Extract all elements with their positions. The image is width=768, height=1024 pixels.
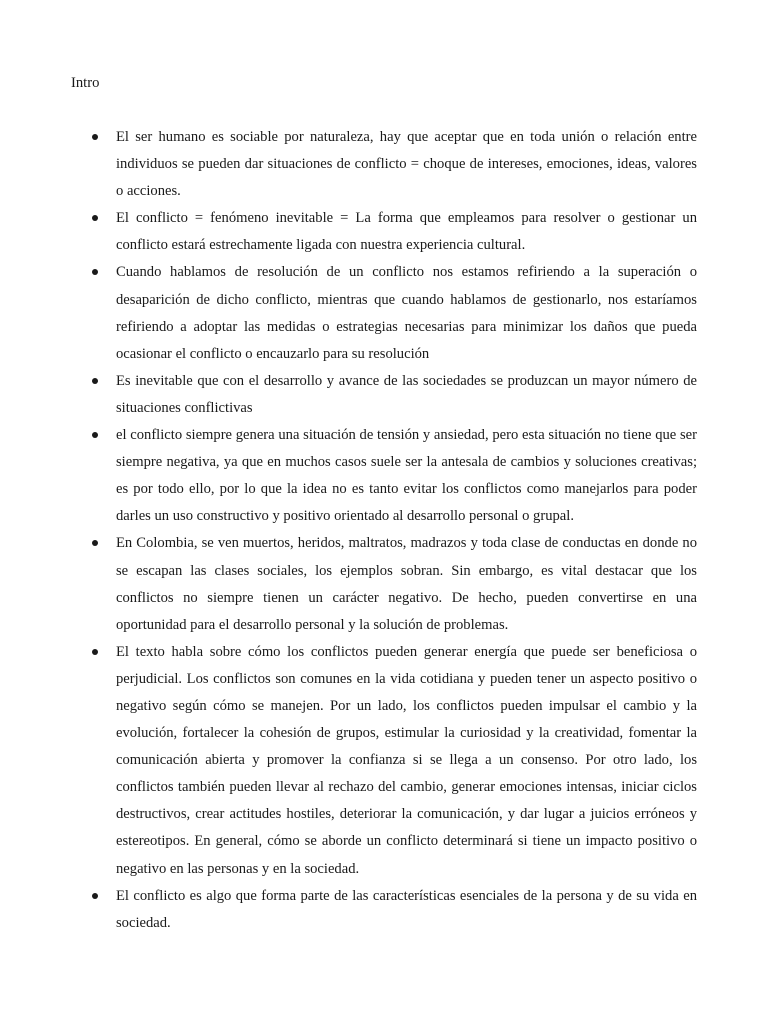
list-item-8 xyxy=(0,883,768,937)
list-item-3 xyxy=(0,259,768,367)
list-item-text: El texto habla sobre cómo los conflictos pueden generar energía que puede ser beneficiosa o perjudicial. Los conflictos son comunes en la vida cotidiana y pueden tener un aspecto positivo o negativo según cómo se manejen. Por un lado, los conflictos pueden impulsar el cambio y la evolución, fortalecer la cohesión de grupos, estimular la curiosidad y la creatividad, fomentar la comunicación abierta y promover la confianza si se llega a un consenso. Por otro lado, los conflictos también pueden llevar al rechazo del cambio, generar emociones intensas, iniciar ciclos destructivos, crear actitudes hostiles, deteriorar la comunicación, y dar lugar a juicios erróneos y estereotipos. En general, cómo se aborde un conflicto determinará si tiene un impacto positivo o negativo en las personas y en la sociedad. xyxy=(116,643,697,877)
bullet-list xyxy=(0,124,768,937)
bullet-dot-icon xyxy=(92,540,98,546)
list-item-text: el conflicto siempre genera una situación de tensión y ansiedad, pero esta situación no tiene que ser siempre negativa, ya que en muchos casos suele ser la antesala de cambios y soluciones creativas; es por todo ello, por lo que la idea no es tanto evitar los conflictos como manejarlos para poder darles un uso constructivo y positivo orientado al desarrollo personal o grupal. xyxy=(116,427,697,525)
bullet-dot-icon xyxy=(92,893,98,899)
list-item-text: Cuando hablamos de resolución de un conflicto nos estamos refiriendo a la superación o desaparición de dicho conflicto, mientras que cuando hablamos de gestionarlo, nos estaríamos refiriendo a adoptar las medidas o estrategias necesarias para minimizar los daños que pueda ocasionar el conflicto o encauzarlo para su resolución xyxy=(116,264,697,362)
list-item-text: El conflicto = fenómeno inevitable = La forma que empleamos para resolver o gestionar un conflicto estará estrechamente ligada con nuestra experiencia cultural. xyxy=(116,210,697,254)
list-item-1 xyxy=(0,124,768,205)
bullet-dot-icon xyxy=(92,215,98,221)
list-item-text: El ser humano es sociable por naturaleza, hay que aceptar que en toda unión o relación entre individuos se pueden dar situaciones de conflicto = choque de intereses, emociones, ideas, valores o acciones. xyxy=(116,129,697,200)
list-item-6 xyxy=(0,530,768,638)
bullet-dot-icon xyxy=(92,134,98,140)
list-item-7 xyxy=(0,639,768,883)
bullet-dot-icon xyxy=(92,378,98,384)
list-item-text: El conflicto es algo que forma parte de las características esenciales de la persona y de su vida en sociedad. xyxy=(116,887,697,931)
list-item-2 xyxy=(0,205,768,259)
list-item-text: Es inevitable que con el desarrollo y avance de las sociedades se produzcan un mayor número de situaciones conflictivas xyxy=(116,372,697,416)
bullet-dot-icon xyxy=(92,649,98,655)
page-title: Intro xyxy=(71,75,100,91)
bullet-dot-icon xyxy=(92,269,98,275)
list-item-text: En Colombia, se ven muertos, heridos, maltratos, madrazos y toda clase de conductas en donde no se escapan las clases sociales, los ejemplos sobran. Sin embargo, es vital destacar que los conflictos no siempre tienen un carácter negativo. De hecho, pueden convertirse en una oportunidad para el desarrollo personal y la solución de problemas. xyxy=(116,535,697,633)
bullet-dot-icon xyxy=(92,432,98,438)
list-item-5 xyxy=(0,422,768,530)
list-item-4 xyxy=(0,368,768,422)
